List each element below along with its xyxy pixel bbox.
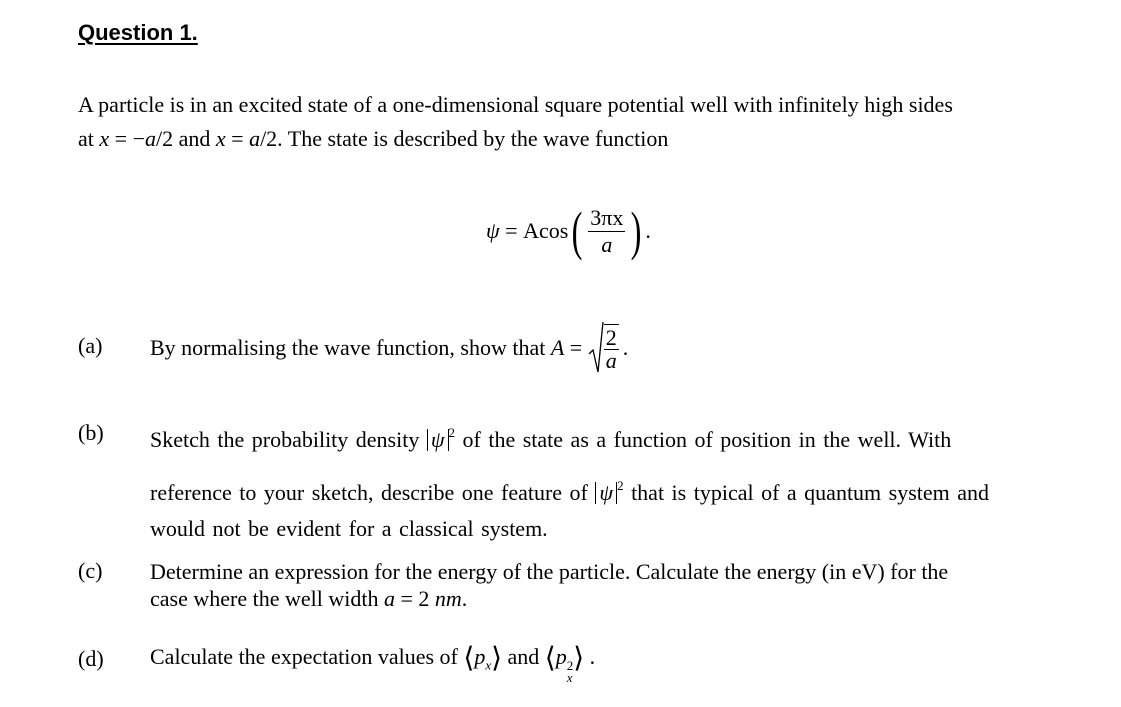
sqrt-radical-icon [588,320,604,376]
part-c-body: case where the well width [150,586,384,611]
var-x: x [215,126,226,151]
fraction-denominator: a [601,231,613,257]
exponent: 2 [617,478,624,493]
unit-nm: nm [434,586,462,611]
part-a-text [150,320,1045,376]
right-angle-icon: ⟩ [573,643,585,674]
intro-text: /2 and [155,126,216,151]
var-a: a [249,126,261,151]
part-c-text [150,558,1045,612]
part-b-body: of the state as a function of position in the well. With [455,427,952,452]
left-paren: ( [571,201,583,261]
part-b-line-1 [150,410,1045,463]
part-b-body: that is typical of a quantum system and [623,480,990,505]
exponent: 2 [566,658,574,673]
part-b-line-3: would not be evident for a classical system. [150,516,548,541]
wavefunction-equation [486,196,651,266]
var-a: a [144,126,156,151]
part-c-line-2 [150,585,1045,612]
coefficient: Acos [523,218,569,243]
part-c-label: (c) [78,558,103,583]
equation-period: . [645,218,651,243]
sqrt-numerator: 2 [605,325,617,350]
subscript-x: x [485,657,492,673]
period: . [584,644,596,669]
part-a-label: (a) [78,333,103,358]
psi-symbol: ψ [599,480,614,505]
var-x: x [99,126,110,151]
momentum-symbol: p [474,644,486,669]
part-b-line-2 [150,463,1045,516]
intro-paragraph [78,88,1058,156]
question-title: Question 1. [78,20,198,45]
period: . [461,586,468,611]
part-d-label: (d) [78,646,104,671]
left-angle-icon: ⟨ [463,643,475,674]
part-c-line-1: Determine an expression for the energy of the particle. Calculate the energy (in eV) for the [150,559,949,584]
intro-line-1: A particle is in an excited state of a one-dimensional square potential well with infinitely high sides [78,92,953,117]
subscript-x: x [566,670,573,685]
part-a-body: By normalising the wave function, show that [150,335,551,360]
sqrt-fraction [604,324,619,372]
right-angle-icon: ⟩ [491,643,503,674]
part-d-body: Calculate the expectation values of [150,644,464,669]
fraction [588,205,625,258]
part-b-body: reference to your sketch, describe one feature of [150,480,596,505]
part-d-body: and [502,644,545,669]
intro-text: /2. The state is described by the wave function [260,126,669,151]
part-c-body: = 2 [394,586,435,611]
intro-text: at [78,126,100,151]
psi-symbol: ψ [430,427,445,452]
intro-line-2 [78,122,1058,156]
momentum-symbol: p [555,644,567,669]
intro-text: = − [109,126,145,151]
part-b-text [150,410,1045,542]
equals-sign: = [564,335,588,360]
sqrt-denominator: a [605,348,617,373]
psi-abs [427,429,449,451]
period: . [622,335,629,360]
var-A: A [550,335,565,360]
var-a: a [383,586,395,611]
exponent: 2 [448,425,456,440]
psi-symbol: ψ [486,218,500,243]
left-angle-icon: ⟨ [544,643,556,674]
psi-abs [595,482,617,504]
right-paren: ) [631,201,642,261]
equals-sign: = [499,218,524,243]
part-d-text [150,641,1045,684]
fraction-numerator: 3πx [590,204,624,230]
part-b-body: Sketch the probability density [150,427,427,452]
sqrt-expression [588,320,619,376]
part-b-label: (b) [78,420,104,445]
intro-text: = [225,126,250,151]
